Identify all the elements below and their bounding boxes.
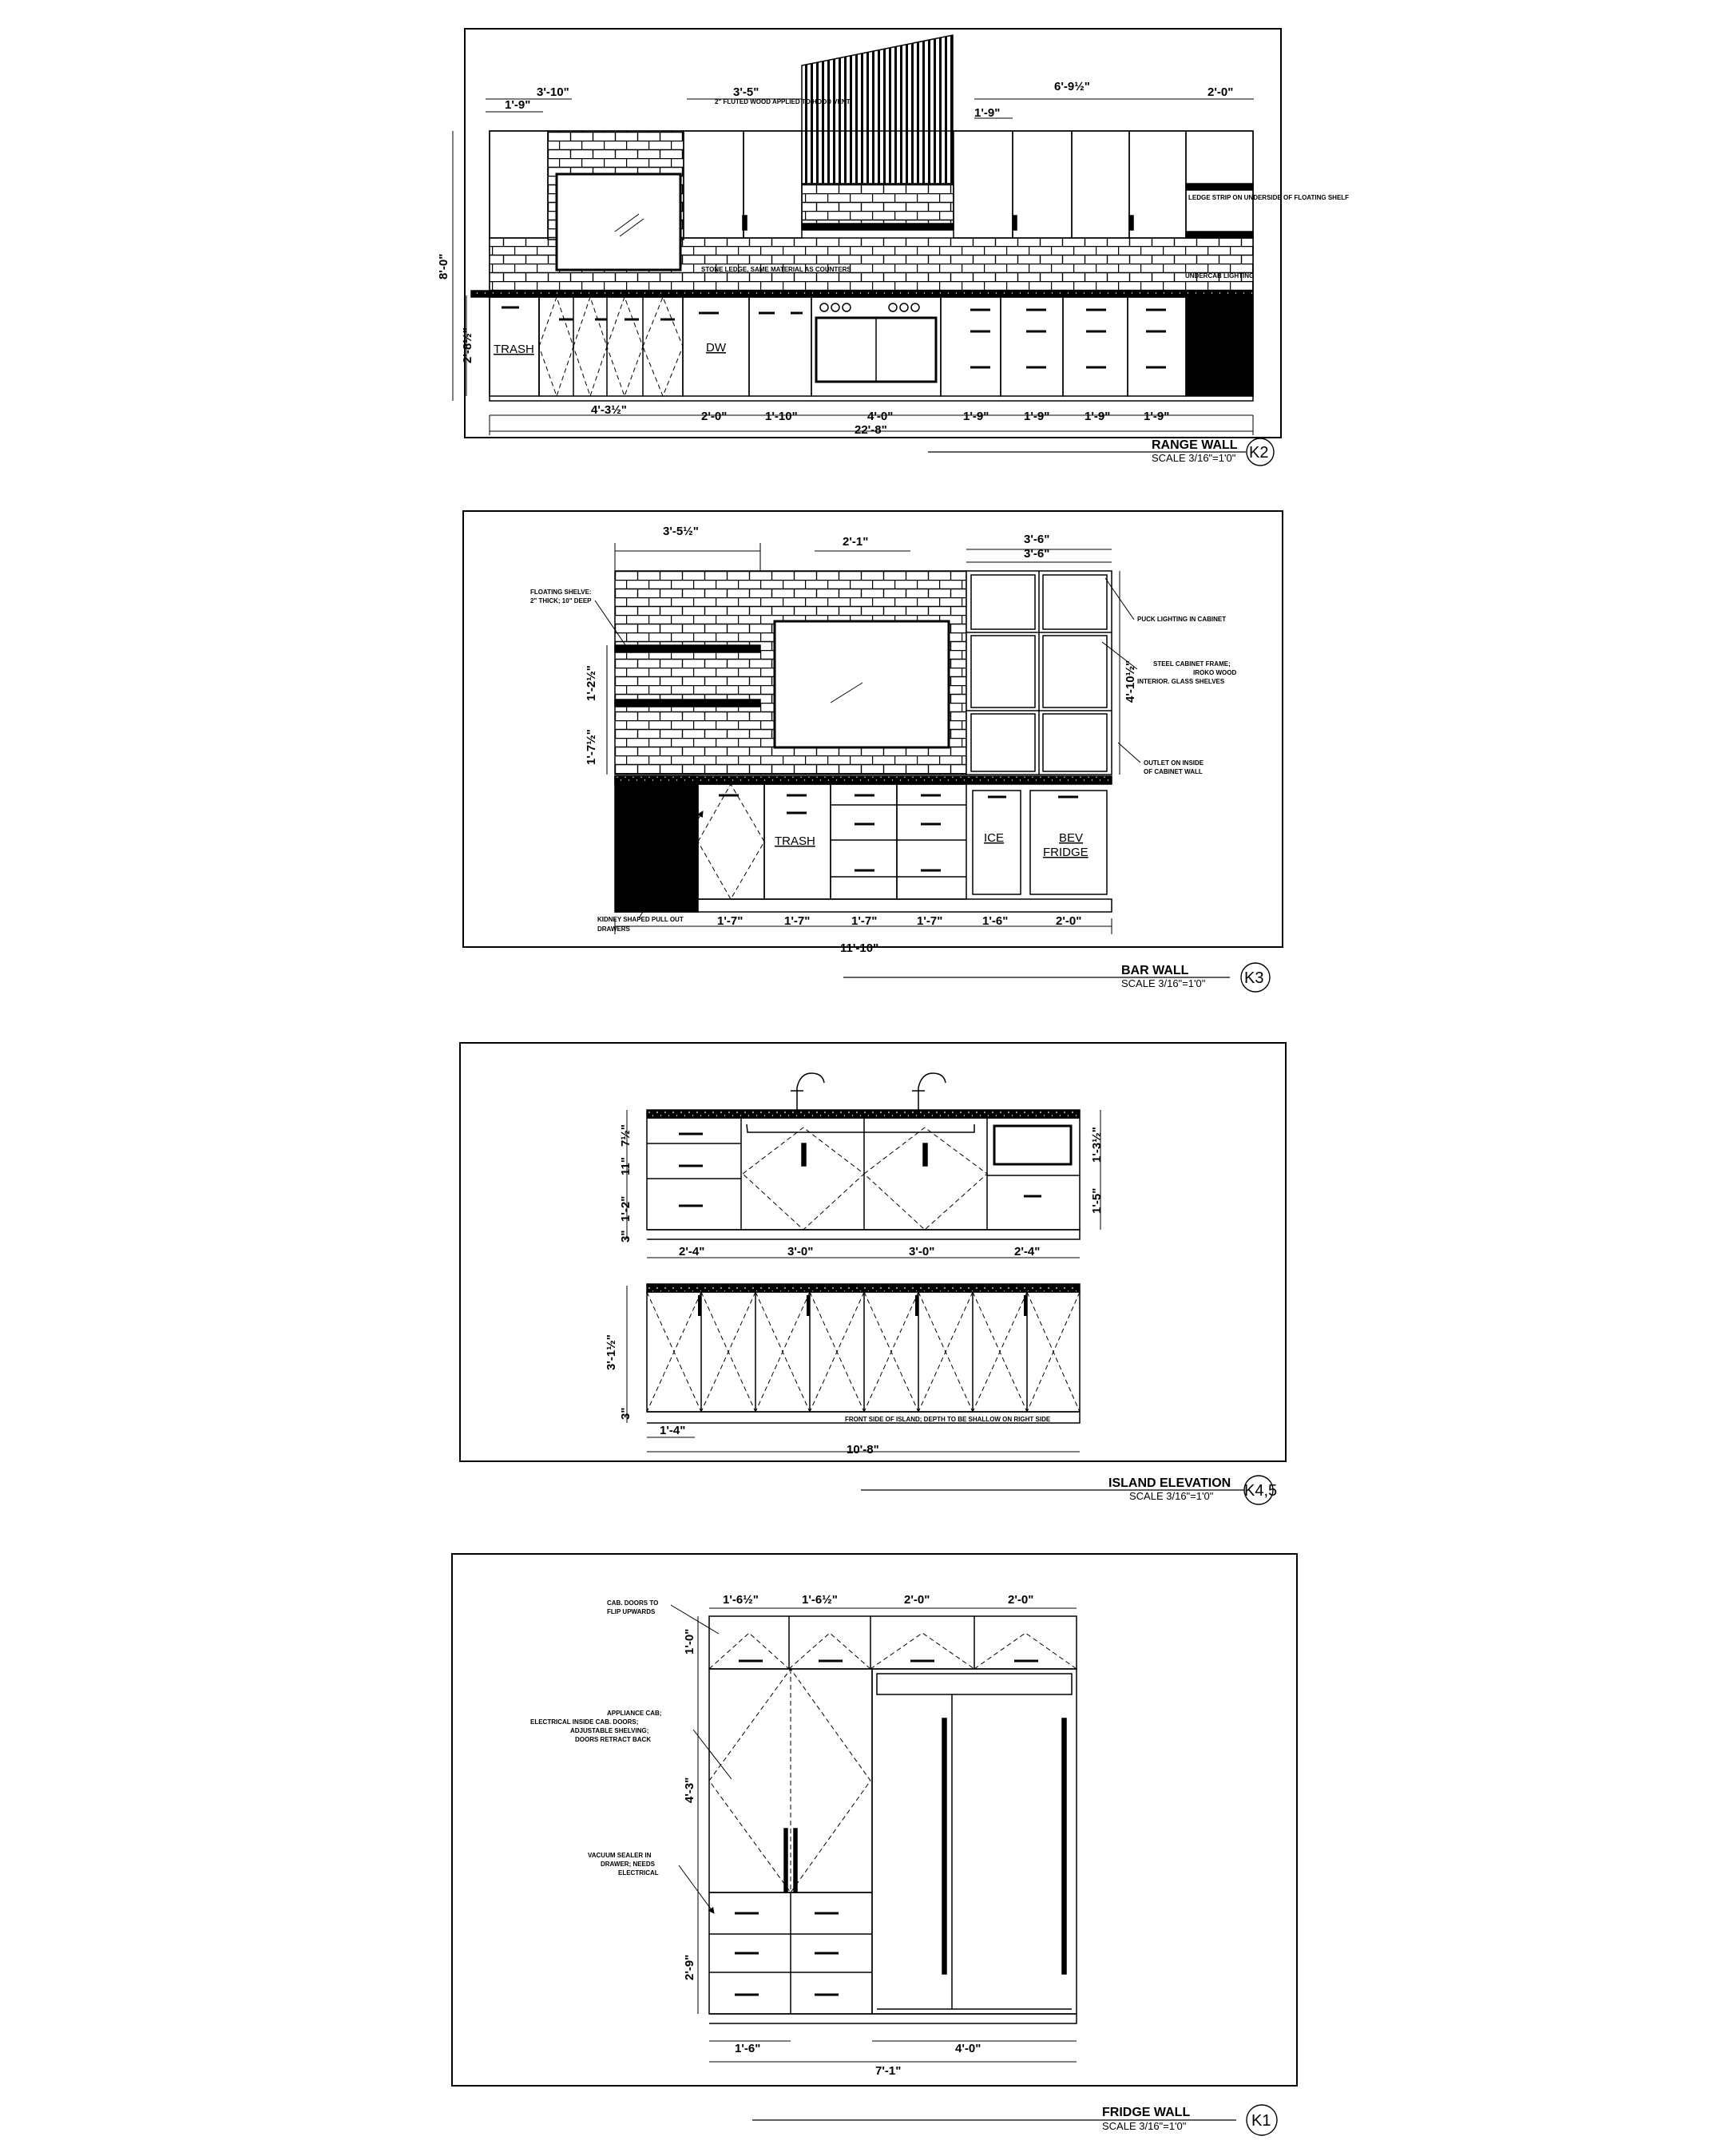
dim-label: 2'-0" — [701, 410, 728, 423]
island-elevation — [460, 1043, 1286, 1504]
dim-label: 7'-1" — [875, 2064, 902, 2078]
dim-label: 2'-0" — [1008, 1593, 1034, 1607]
range-wall-scale: SCALE 3/16"=1'0" — [1152, 452, 1236, 464]
dim-label: 22'-8" — [855, 423, 887, 437]
steel-frame-note: STEEL CABINET FRAME; — [1153, 660, 1231, 668]
trash-label: TRASH — [494, 343, 534, 356]
range-wall-tag: K2 — [1249, 444, 1269, 462]
dim-label: 3" — [619, 1230, 632, 1242]
range-wall-elevation — [437, 29, 1349, 466]
dw-label: DW — [706, 341, 726, 355]
fridge-wall-tag: K1 — [1251, 2112, 1271, 2130]
iroko-wood-note: IROKO WOOD — [1193, 669, 1237, 676]
floating-shelve-note: FLOATING SHELVE: — [530, 589, 592, 596]
island-tag: K4,5 — [1244, 1482, 1278, 1500]
dim-label: 1'-2" — [619, 1195, 632, 1222]
dim-label: 4'-3" — [683, 1777, 696, 1803]
dim-label: 1'-4" — [660, 1424, 686, 1437]
dim-label: 1'-2½" — [585, 665, 598, 701]
dim-label: 4'-3½" — [591, 403, 627, 417]
range-end-panel — [1186, 297, 1253, 396]
appliance-cab-note-2: ELECTRICAL INSIDE CAB. DOORS; — [530, 1718, 639, 1726]
dim-label: 2'-8½" — [461, 327, 474, 363]
flip-doors-note: CAB. DOORS TO — [607, 1599, 659, 1607]
dim-label: 1'-5" — [1090, 1187, 1104, 1214]
bar-wall-title: BAR WALL — [1121, 964, 1189, 977]
dim-label: 1'-7" — [851, 914, 878, 928]
dim-label: 2'-9" — [683, 1954, 696, 1980]
vacuum-sealer-note-2: DRAWER; NEEDS — [601, 1861, 656, 1868]
dim-label: 3'-0" — [909, 1245, 935, 1258]
puck-lighting-note: PUCK LIGHTING IN CABINET — [1137, 616, 1227, 623]
floating-shelf-note: LEDGE STRIP ON UNDERSIDE OF FLOATING SHELF — [1188, 194, 1350, 201]
dim-label: 1'-6½" — [802, 1593, 838, 1607]
dim-label: 1'-0" — [683, 1628, 696, 1655]
fridge-wall-frame — [452, 1554, 1297, 2086]
fridge-label: FRIDGE — [1043, 846, 1089, 859]
island-front-note: FRONT SIDE OF ISLAND; DEPTH TO BE SHALLOW ON RIGHT SIDE — [845, 1416, 1051, 1423]
range-base-cabinets — [490, 297, 1253, 396]
island-scale: SCALE 3/16"=1'0" — [1129, 1490, 1214, 1502]
bar-wall-tag: K3 — [1244, 969, 1264, 987]
kidney-drawers-note: KIDNEY SHAPED PULL OUT — [597, 916, 684, 923]
floating-shelve-note-2: 2" THICK; 10" DEEP — [530, 597, 592, 604]
stone-ledge-note: STONE LEDGE, SAME MATERIAL AS COUNTERS — [701, 266, 851, 273]
bar-trash-label: TRASH — [775, 834, 815, 848]
dim-label: 6'-9½" — [1054, 80, 1090, 93]
bar-counter — [615, 776, 1112, 784]
dim-label: 7½" — [619, 1124, 632, 1147]
floating-shelf-upper — [615, 645, 760, 652]
dim-label: 1'-9" — [1085, 410, 1111, 423]
appliance-cab-note-4: DOORS RETRACT BACK — [575, 1736, 652, 1743]
bar-mirror — [775, 621, 949, 747]
dim-label: 1'-3½" — [1090, 1127, 1104, 1163]
dim-label: 4'-10½" — [1124, 660, 1137, 703]
hood-tile — [802, 184, 954, 225]
island-frame — [460, 1043, 1286, 1461]
dim-label: 1'-9" — [1024, 410, 1050, 423]
range-wall-title: RANGE WALL — [1152, 438, 1238, 452]
range-counter — [471, 291, 1253, 297]
dim-label: 1'-7" — [917, 914, 943, 928]
microwave — [994, 1126, 1071, 1164]
dim-label: 3'-1½" — [605, 1334, 618, 1370]
bar-left-panel — [615, 776, 698, 912]
dim-label: 3'-6" — [1024, 547, 1050, 561]
fridge-wall-elevation — [452, 1554, 1297, 2135]
dim-label: 2'-4" — [1014, 1245, 1041, 1258]
dim-label: 1'-7" — [717, 914, 744, 928]
island-counter-back — [647, 1110, 1080, 1118]
kidney-drawers-note-2: DRAWERS — [597, 925, 630, 933]
dim-label: 1'-6" — [735, 2042, 761, 2055]
range-window — [557, 174, 680, 270]
appliance-cab-note: APPLIANCE CAB; — [607, 1710, 662, 1717]
undercab-lighting-note: UNDERCAB LIGHTING — [1185, 272, 1255, 279]
fridge-wall-scale: SCALE 3/16"=1'0" — [1102, 2120, 1187, 2132]
dim-label: 2'-0" — [1208, 85, 1234, 99]
dim-label: 1'-7½" — [585, 729, 598, 765]
flip-doors-note-2: FLIP UPWARDS — [607, 1608, 656, 1615]
vacuum-sealer-note-3: ELECTRICAL — [618, 1869, 659, 1877]
dim-label: 11" — [619, 1157, 632, 1175]
dim-label: 3'-6" — [1024, 533, 1050, 546]
dim-label: 2'-1" — [843, 535, 869, 549]
bar-wall-scale: SCALE 3/16"=1'0" — [1121, 977, 1206, 989]
island-title: ISLAND ELEVATION — [1108, 1476, 1231, 1490]
dim-label: 3'-10" — [537, 85, 569, 99]
dim-label: 11'-10" — [840, 941, 879, 955]
dim-label: 3'-5" — [733, 85, 759, 99]
floating-shelf-lower — [615, 700, 760, 707]
dim-label: 3'-5½" — [663, 525, 699, 538]
dim-label: 3" — [619, 1407, 632, 1420]
glass-shelves-note: INTERIOR. GLASS SHELVES — [1137, 678, 1225, 685]
appliance-cab-note-3: ADJUSTABLE SHELVING; — [570, 1727, 649, 1734]
vacuum-sealer-note: VACUUM SEALER IN — [588, 1852, 652, 1859]
bar-wall-elevation — [463, 511, 1283, 992]
bev-label: BEV — [1059, 831, 1084, 845]
dim-label: 2'-0" — [1056, 914, 1082, 928]
outlet-note: OUTLET ON INSIDE — [1144, 759, 1204, 767]
dim-label: 3'-0" — [787, 1245, 814, 1258]
dim-label: 1'-9" — [963, 410, 989, 423]
dim-label: 2'-4" — [679, 1245, 705, 1258]
dim-label: 1'-6" — [982, 914, 1009, 928]
island-counter-front — [647, 1284, 1080, 1292]
dim-label: 1'-9" — [505, 98, 531, 112]
fridge-wall-title: FRIDGE WALL — [1102, 2106, 1191, 2119]
dim-label: 2'-0" — [904, 1593, 930, 1607]
dim-label: 1'-9" — [974, 106, 1001, 120]
dim-label: 1'-6½" — [723, 1593, 759, 1607]
dim-label: 1'-10" — [765, 410, 798, 423]
fluted-hood — [802, 35, 953, 184]
dim-label: 10'-8" — [847, 1443, 879, 1456]
dim-label: 1'-7" — [784, 914, 811, 928]
dim-label: 4'-0" — [955, 2042, 981, 2055]
dim-label: 8'-0" — [437, 253, 450, 279]
ice-label: ICE — [984, 831, 1005, 845]
dim-label: 4'-0" — [867, 410, 894, 423]
dim-label: 1'-9" — [1144, 410, 1170, 423]
refrigerator — [872, 1669, 1077, 2014]
outlet-note-2: OF CABINET WALL — [1144, 768, 1203, 775]
fluted-hood-note: 2" FLUTED WOOD APPLIED TO HOOD VENT — [715, 98, 851, 105]
